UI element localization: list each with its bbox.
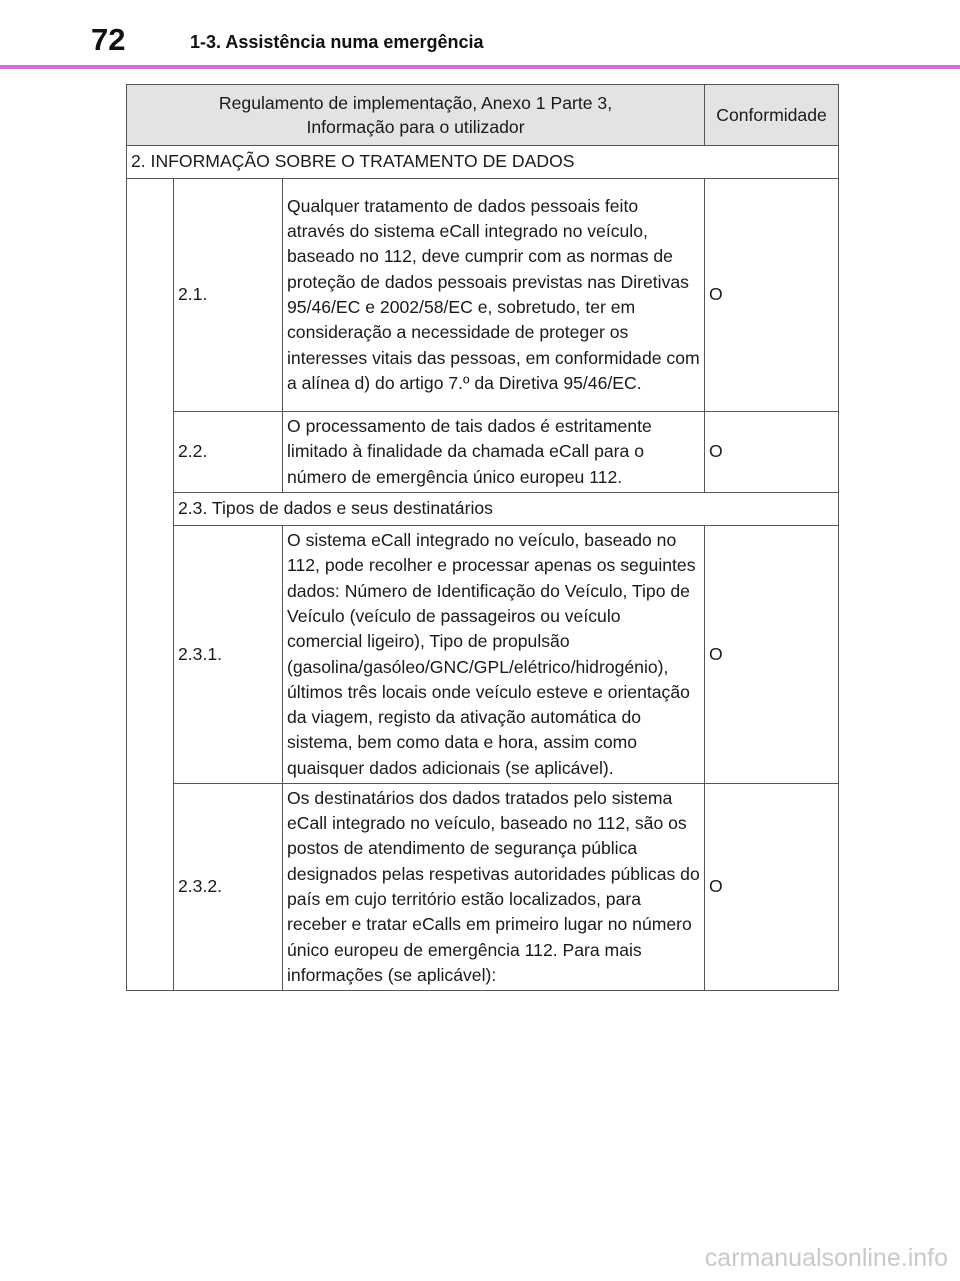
row-conformity: O bbox=[705, 526, 839, 784]
row-text: O processamento de tais dados é estritamente limitado à finalidade da chamada eCall para o número de emergência único europeu 112. bbox=[283, 412, 705, 493]
row-conformity: O bbox=[705, 179, 839, 412]
row-number: 2.1. bbox=[174, 179, 283, 412]
table-header-row bbox=[127, 85, 839, 146]
table-row bbox=[127, 179, 839, 412]
row-number: 2.3.2. bbox=[174, 784, 283, 991]
page-number: 72 bbox=[91, 22, 126, 57]
regulation-table bbox=[126, 84, 839, 991]
header-regulation-line2: Informação para o utilizador bbox=[306, 117, 525, 137]
header-regulation-line1: Regulamento de implementação, Anexo 1 Parte 3, bbox=[218, 93, 613, 113]
section-title: 1-3. Assistência numa emergência bbox=[190, 32, 484, 52]
row-number: 2.3.1. bbox=[174, 526, 283, 784]
header-conformity: Conformidade bbox=[705, 85, 839, 146]
watermark-text: carmanualsonline.info bbox=[704, 1244, 948, 1272]
table-row bbox=[127, 493, 839, 526]
section-heading-2: 2. INFORMAÇÃO SOBRE O TRATAMENTO DE DADOS bbox=[127, 146, 839, 179]
table-row bbox=[127, 526, 839, 784]
section-heading-2-3: 2.3. Tipos de dados e seus destinatários bbox=[174, 493, 839, 526]
indent-cell bbox=[127, 179, 174, 991]
table-row bbox=[127, 146, 839, 179]
row-text: Os destinatários dos dados tratados pelo sistema eCall integrado no veículo, baseado no 112, são os postos de atendimento de segurança pública designados pelas respetivas autoridades públicas do país em cujo território estão localizados, para receber e tratar eCalls em primeiro lugar no número único europeu de emergência 112. Para mais informações (se aplicável): bbox=[283, 784, 705, 991]
row-number: 2.2. bbox=[174, 412, 283, 493]
row-conformity: O bbox=[705, 412, 839, 493]
table-row bbox=[127, 412, 839, 493]
header-divider bbox=[0, 65, 960, 69]
row-conformity: O bbox=[705, 784, 839, 991]
row-text: Qualquer tratamento de dados pessoais feito através do sistema eCall integrado no veículo, baseado no 112, deve cumprir com as normas de proteção de dados pessoais previstas nas Diretivas 95/46/EC e 2002/58/EC e, sobretudo, ter em consideração a necessidade de proteger os interesses vitais das pessoas, em conformidade com a alínea d) do artigo 7.º da Diretiva 95/46/EC. bbox=[283, 179, 705, 412]
header-regulation bbox=[127, 85, 705, 146]
row-text: O sistema eCall integrado no veículo, baseado no 112, pode recolher e processar apenas os seguintes dados: Número de Identificação do Veículo, Tipo de Veículo (veículo de passageiros ou veículo comercial ligeiro), Tipo de propulsão (gasolina/gasóleo/GNC/GPL/elétrico/hidrogénio), últimos três locais onde veículo esteve e orientação da viagem, registo da ativação automática do sistema, bem como data e hora, assim como quaisquer dados adicionais (se aplicável). bbox=[283, 526, 705, 784]
table-row bbox=[127, 784, 839, 991]
